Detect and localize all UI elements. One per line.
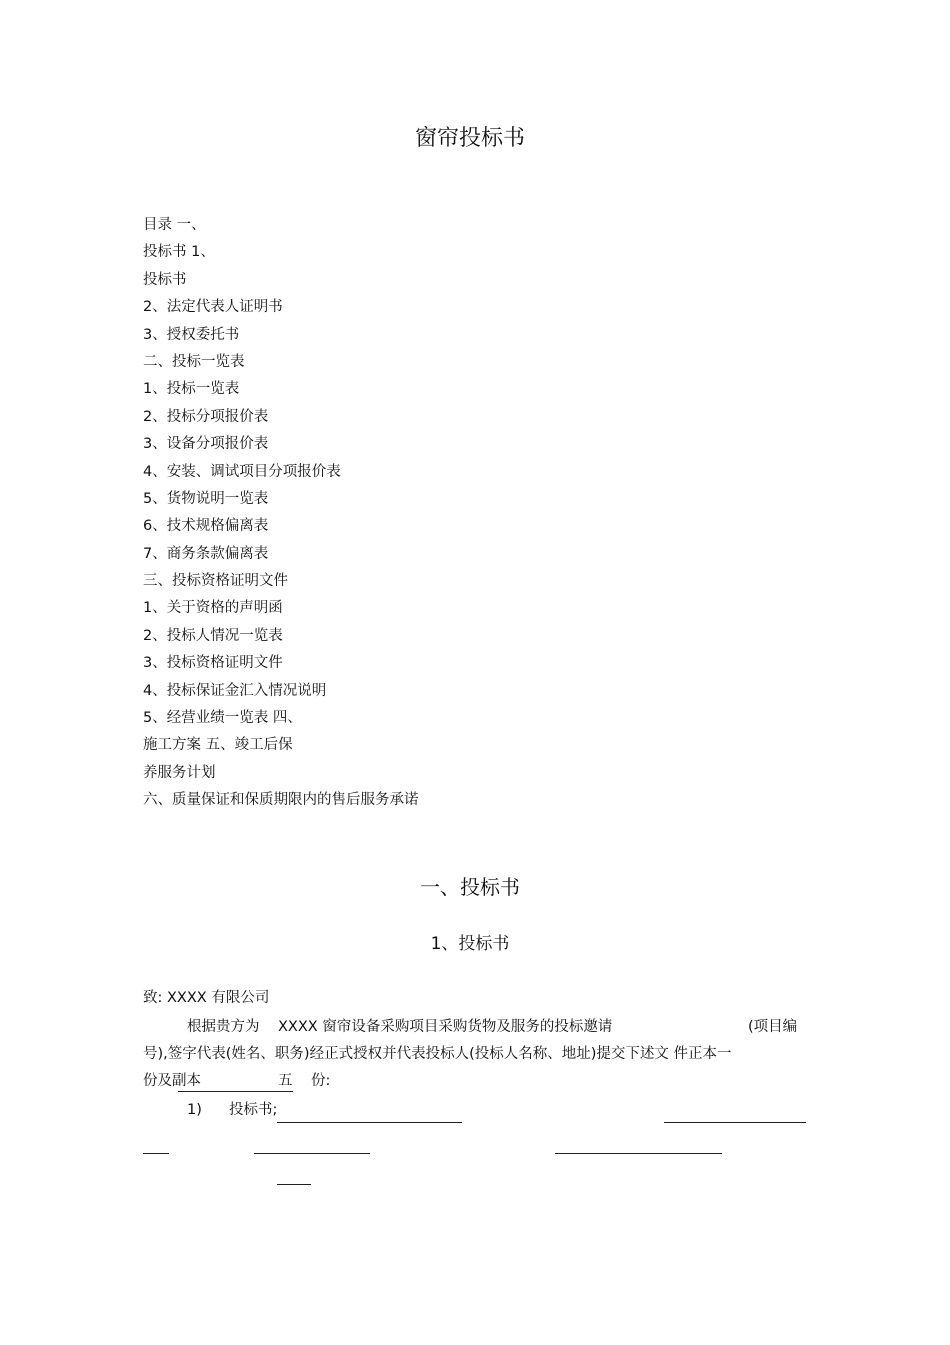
- fill-in-underline: [143, 1153, 169, 1154]
- list-item-number: 1): [187, 1102, 202, 1118]
- toc-item: 2、投标人情况一览表: [143, 627, 283, 644]
- fill-in-underline: [178, 1091, 293, 1092]
- copies-count: 五: [278, 1073, 293, 1089]
- toc-item: 1、关于资格的声明函: [143, 600, 283, 617]
- paragraph-text: (项目编: [748, 1019, 798, 1035]
- fill-in-underline: [555, 1153, 722, 1154]
- toc-item: 4、投标保证金汇入情况说明: [143, 682, 327, 699]
- toc-item: 4、安装、调试项目分项报价表: [143, 463, 341, 480]
- toc-item: 2、投标分项报价表: [143, 408, 269, 425]
- paragraph-text: 份:: [311, 1073, 331, 1089]
- paragraph-text: 号),签字代表(姓名、职务)经正式授权并代表投标人(投标人名称、地址)提交下述文 件正本一: [143, 1046, 732, 1062]
- list-item-label: 投标书;: [229, 1102, 278, 1118]
- toc-item: 3、授权委托书: [143, 326, 240, 343]
- addressee-line: 致: XXXX 有限公司: [143, 990, 270, 1006]
- toc-item: 1、投标一览表: [143, 381, 240, 398]
- toc-item: 三、投标资格证明文件: [143, 573, 288, 590]
- toc-item: 3、设备分项报价表: [143, 436, 269, 453]
- toc-item: 二、投标一览表: [143, 353, 245, 370]
- toc-item: 5、货物说明一览表: [143, 490, 269, 507]
- document-title: 窗帘投标书: [414, 126, 525, 151]
- toc-item: 5、经营业绩一览表 四、: [143, 710, 302, 727]
- toc-item: 施工方案 五、竣工后保: [143, 737, 293, 754]
- paragraph-text: 份及副本: [143, 1073, 201, 1089]
- toc-item: 7、商务条款偏离表: [143, 545, 269, 562]
- toc-item: 3、投标资格证明文件: [143, 655, 283, 672]
- table-of-contents: [143, 212, 419, 815]
- fill-in-underline: [254, 1153, 370, 1154]
- fill-in-underline: [664, 1122, 806, 1123]
- toc-item: 投标书: [143, 271, 187, 288]
- toc-item: 六、质量保证和保质期限内的售后服务承诺: [143, 792, 419, 809]
- section-subheading: 1、投标书: [430, 934, 510, 954]
- toc-item: 6、技术规格偏离表: [143, 518, 269, 535]
- toc-item: 投标书 1、: [143, 244, 215, 261]
- toc-item: 养服务计划: [143, 764, 216, 781]
- fill-in-underline: [277, 1122, 462, 1123]
- toc-item: 2、法定代表人证明书: [143, 299, 283, 316]
- toc-item: 目录 一、: [143, 217, 206, 233]
- paragraph-text: 根据贵方为: [187, 1019, 260, 1035]
- section-heading: 一、投标书: [420, 875, 520, 899]
- fill-in-underline: [277, 1184, 311, 1185]
- paragraph-text: XXXX 窗帘设备采购项目采购货物及服务的投标邀请: [278, 1019, 613, 1035]
